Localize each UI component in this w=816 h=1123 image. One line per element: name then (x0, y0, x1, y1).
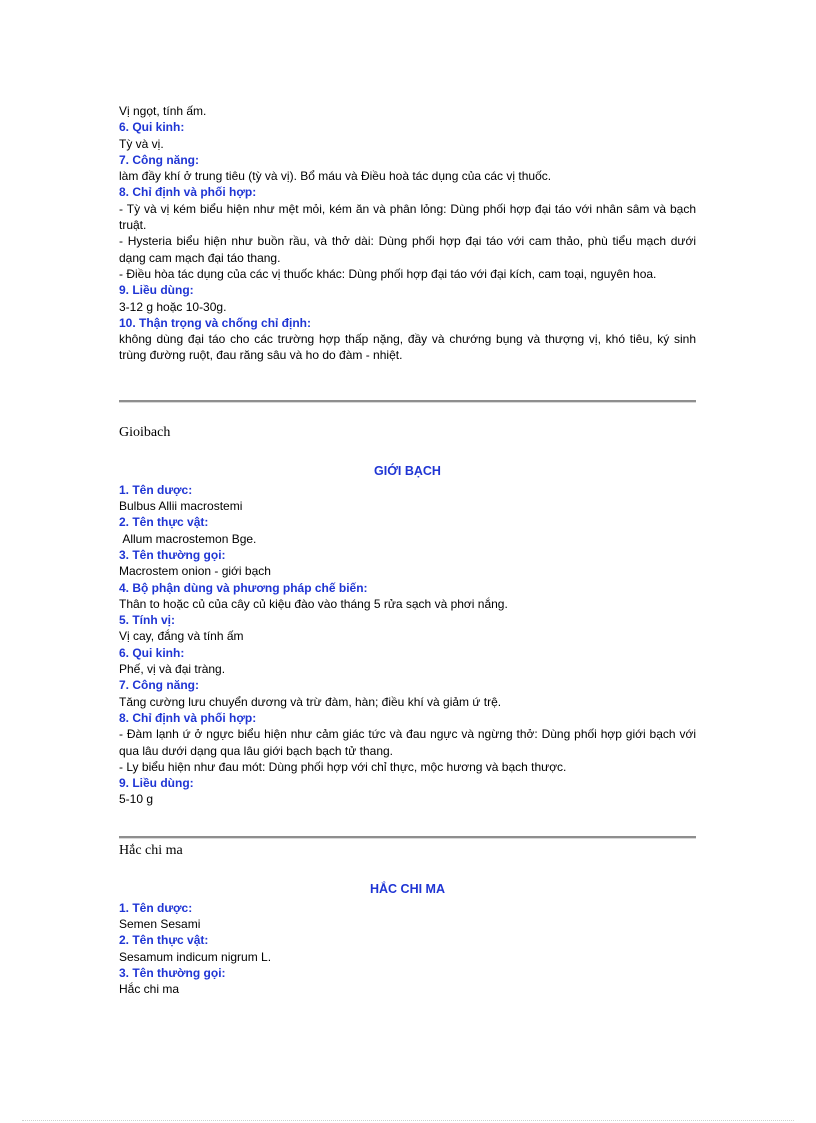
lieu-dung-text: 3-12 g hoặc 10-30g. (119, 299, 227, 314)
cong-nang-text: Tăng cường lưu chuyển dương và trừ đàm, hàn; điều khí và giảm ứ trệ. (119, 694, 502, 709)
qui-kinh-text: Phế, vị và đại tràng. (119, 662, 226, 677)
heading-bo-phan-dung: 4. Bộ phận dùng và phương pháp chế biến: (119, 580, 368, 595)
chi-dinh-item: - Ly biểu hiện như đau mót: Dùng phối hợp với chỉ thực, mộc hương và bạch thược. (119, 759, 567, 774)
heading-ten-thuong-goi: 3. Tên thường gọi: (119, 547, 226, 562)
chi-dinh-item: - Hysteria biểu hiện như buồn rầu, và thở dài: Dùng phối hợp đại táo với cam thảo, phù tiểu mạch dưới dạng cam mạch đại táo thang. (119, 234, 700, 265)
lieu-dung-text: 5-10 g (119, 792, 154, 807)
entry-title: GIỚI BẠCH (374, 463, 441, 478)
heading-ten-duoc: 1. Tên dược: (119, 900, 193, 915)
heading-cong-nang: 7. Công năng: (119, 152, 199, 167)
entry-title: HẮC CHI MA (370, 881, 445, 896)
ten-duoc-text: Semen Sesami (119, 916, 201, 931)
ten-duoc-text: Bulbus Allii macrostemi (119, 499, 243, 514)
chi-dinh-item: - Đàm lạnh ứ ở ngực biểu hiện như cảm giác tức và đau ngực và ngừng thở: Dùng phối hợp giới bạch với qua lâu dưới dạng qua lâu giới bạch bạch tử thang. (119, 727, 700, 758)
cong-nang-text: làm đầy khí ở trung tiêu (tỳ và vị). Bổ máu và Điều hoà tác dụng của các vị thuốc. (119, 169, 552, 184)
heading-qui-kinh: 6. Qui kinh: (119, 120, 185, 135)
bo-phan-dung-text: Thân to hoặc củ của cây củ kiệu đào vào tháng 5 rửa sạch và phơi nắng. (119, 596, 508, 611)
heading-ten-duoc: 1. Tên dược: (119, 482, 193, 497)
entry-hac-chi-ma (119, 842, 696, 998)
heading-lieu-dung: 9. Liều dùng: (119, 283, 194, 298)
ten-thuc-vat-text: Allum macrostemon Bge. (119, 531, 257, 546)
ten-thuc-vat-text: Sesamum indicum nigrum L. (119, 949, 272, 964)
tinh-vi-text: Vị cay, đắng và tính ấm (119, 629, 244, 644)
taste-text: Vị ngọt, tính ấm. (119, 104, 207, 118)
document-page (119, 103, 700, 997)
qui-kinh-text: Tỳ và vị. (119, 136, 164, 151)
section-name: Gioibach (119, 424, 171, 440)
heading-qui-kinh: 6. Qui kinh: (119, 645, 185, 660)
than-trong-text: không dùng đại táo cho các trường hợp thấp nặng, đầy và chướng bụng và thượng vị, khó tiêu, ký sinh trùng đường ruột, đau răng sâu và ho do đàm - nhiệt. (119, 332, 700, 363)
heading-chi-dinh: 8. Chỉ định và phối hợp: (119, 710, 257, 725)
chi-dinh-item: - Tỳ và vị kém biểu hiện như mệt mỏi, kém ăn và phân lỏng: Dùng phối hợp đại táo với nhân sâm và bạch truật. (119, 201, 700, 233)
entry-continuation (119, 103, 700, 364)
page-bottom-border (22, 1120, 794, 1121)
section-name: Hắc chi ma (119, 842, 183, 858)
heading-cong-nang: 7. Công năng: (119, 678, 199, 693)
heading-ten-thuc-vat: 2. Tên thực vật: (119, 515, 209, 530)
heading-ten-thuong-goi: 3. Tên thường gọi: (119, 965, 226, 980)
heading-than-trong: 10. Thận trọng và chống chỉ định: (119, 315, 312, 330)
ten-thuong-goi-text: Hắc chi ma (119, 982, 180, 997)
heading-lieu-dung: 9. Liều dùng: (119, 776, 194, 791)
entry-gioi-bach (119, 424, 700, 808)
ten-thuong-goi-text: Macrostem onion - giới bạch (119, 564, 271, 579)
chi-dinh-item: - Điều hòa tác dụng của các vị thuốc khác: Dùng phối hợp đại táo với đại kích, cam toại, nguyên hoa. (119, 266, 657, 281)
heading-tinh-vi: 5. Tính vị: (119, 613, 176, 628)
heading-ten-thuc-vat: 2. Tên thực vật: (119, 933, 209, 948)
heading-chi-dinh: 8. Chỉ định và phối hợp: (119, 185, 257, 200)
